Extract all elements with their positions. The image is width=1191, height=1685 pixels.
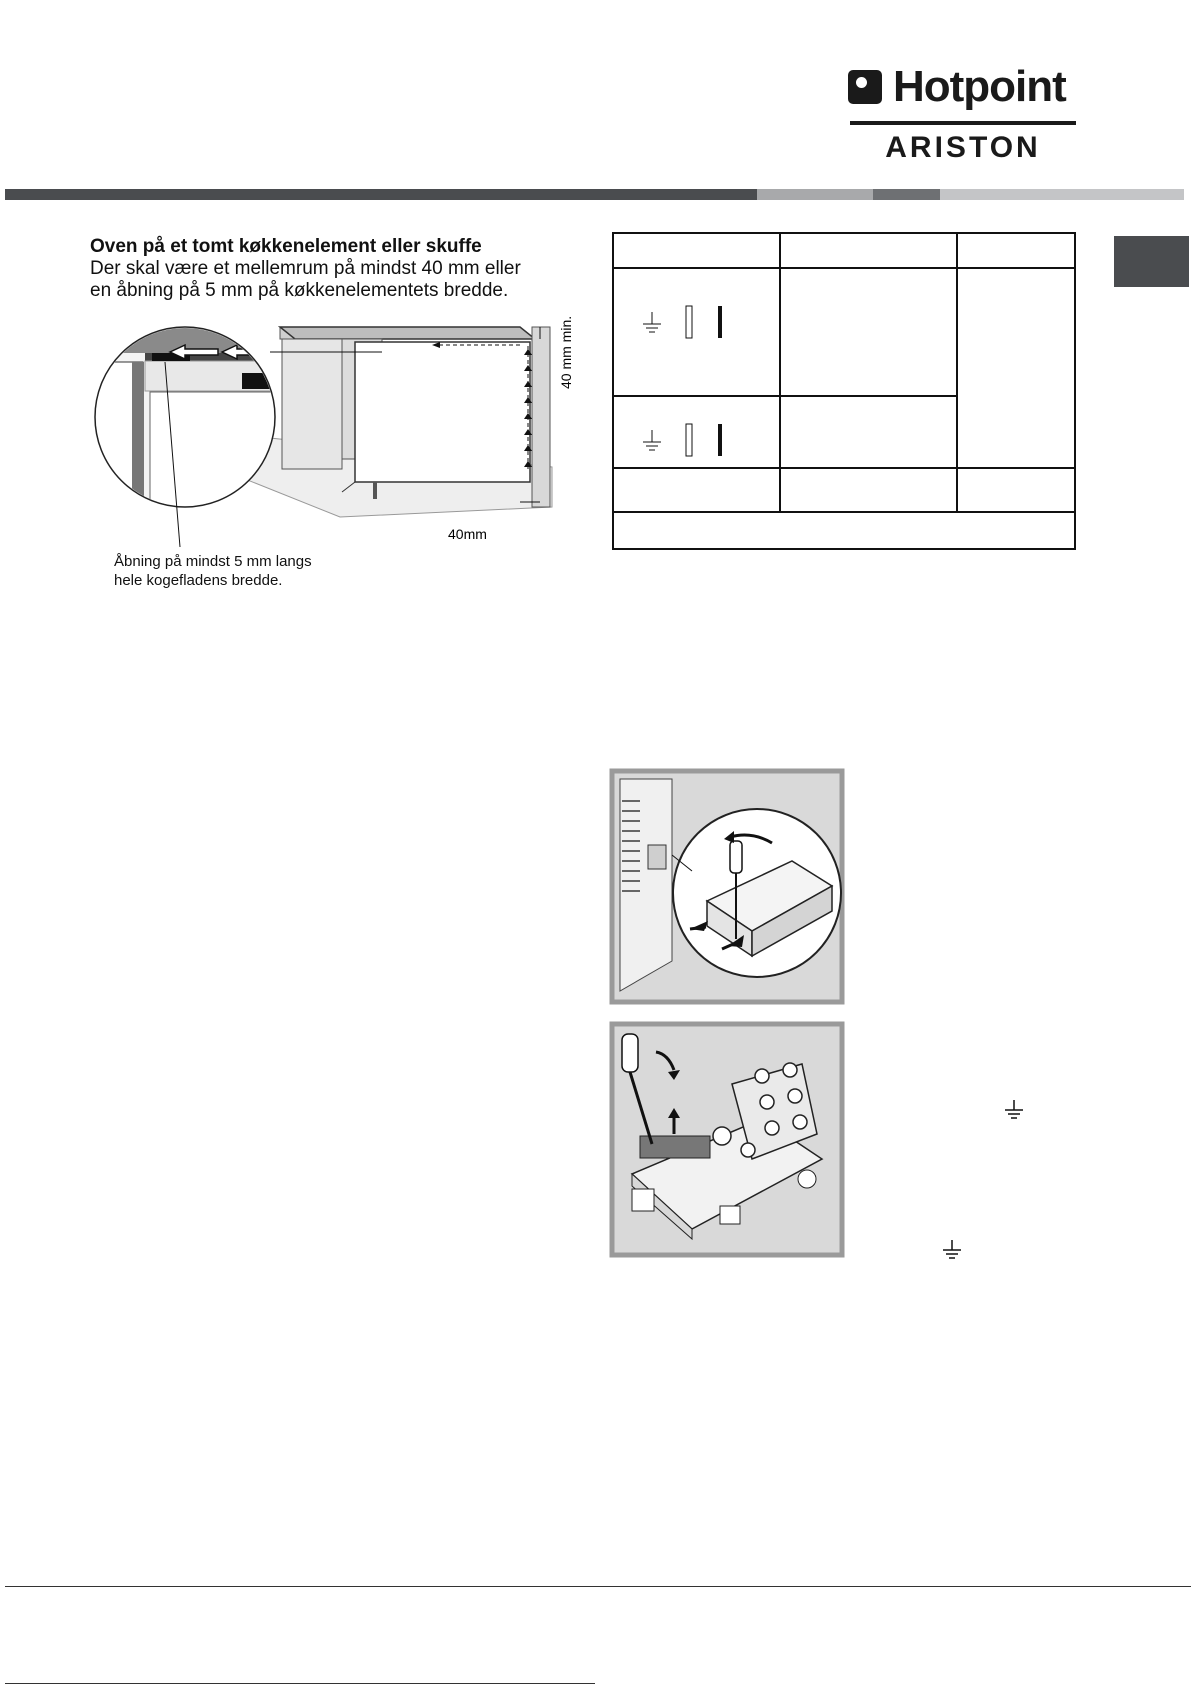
earth-ground-icon [643, 430, 661, 450]
figure-caption-line1: Åbning på mindst 5 mm langs [114, 553, 312, 570]
earth-ground-icon [643, 312, 661, 332]
header-bar-dark [5, 189, 757, 200]
earth-ground-icon [1002, 1098, 1026, 1122]
language-side-tab [1114, 236, 1189, 287]
figure-caption-line2: hele kogefladens bredde. [114, 572, 283, 589]
header-bar-mid [873, 189, 940, 200]
dimension-label-vertical: 40 mm min. [558, 315, 574, 389]
brand-rule [850, 121, 1076, 125]
section-title: Oven på et tomt køkkenelement eller skuffe [90, 236, 482, 257]
brand-logo-mark [848, 70, 882, 104]
cabinet-ventilation-illustration [90, 315, 574, 550]
section-text-line2: en åbning på 5 mm på køkkenelementets bredde. [90, 280, 509, 301]
earth-ground-icon [940, 1238, 964, 1262]
terminal-block-illustration [612, 1024, 842, 1255]
brand-name: Hotpoint [893, 62, 1066, 111]
header-bar-pale [940, 189, 1184, 200]
header-bar-light [757, 189, 873, 200]
terminal-box-cover-illustration [612, 771, 842, 1002]
section-text-line1: Der skal være et mellemrum på mindst 40 mm eller [90, 258, 521, 279]
dimension-label-bottom: 40mm [448, 526, 487, 542]
cable-table [612, 232, 1076, 550]
footer-divider-bottom [5, 1683, 595, 1684]
brand-subtitle: ARISTON [885, 131, 1041, 164]
footer-divider [5, 1586, 1191, 1587]
